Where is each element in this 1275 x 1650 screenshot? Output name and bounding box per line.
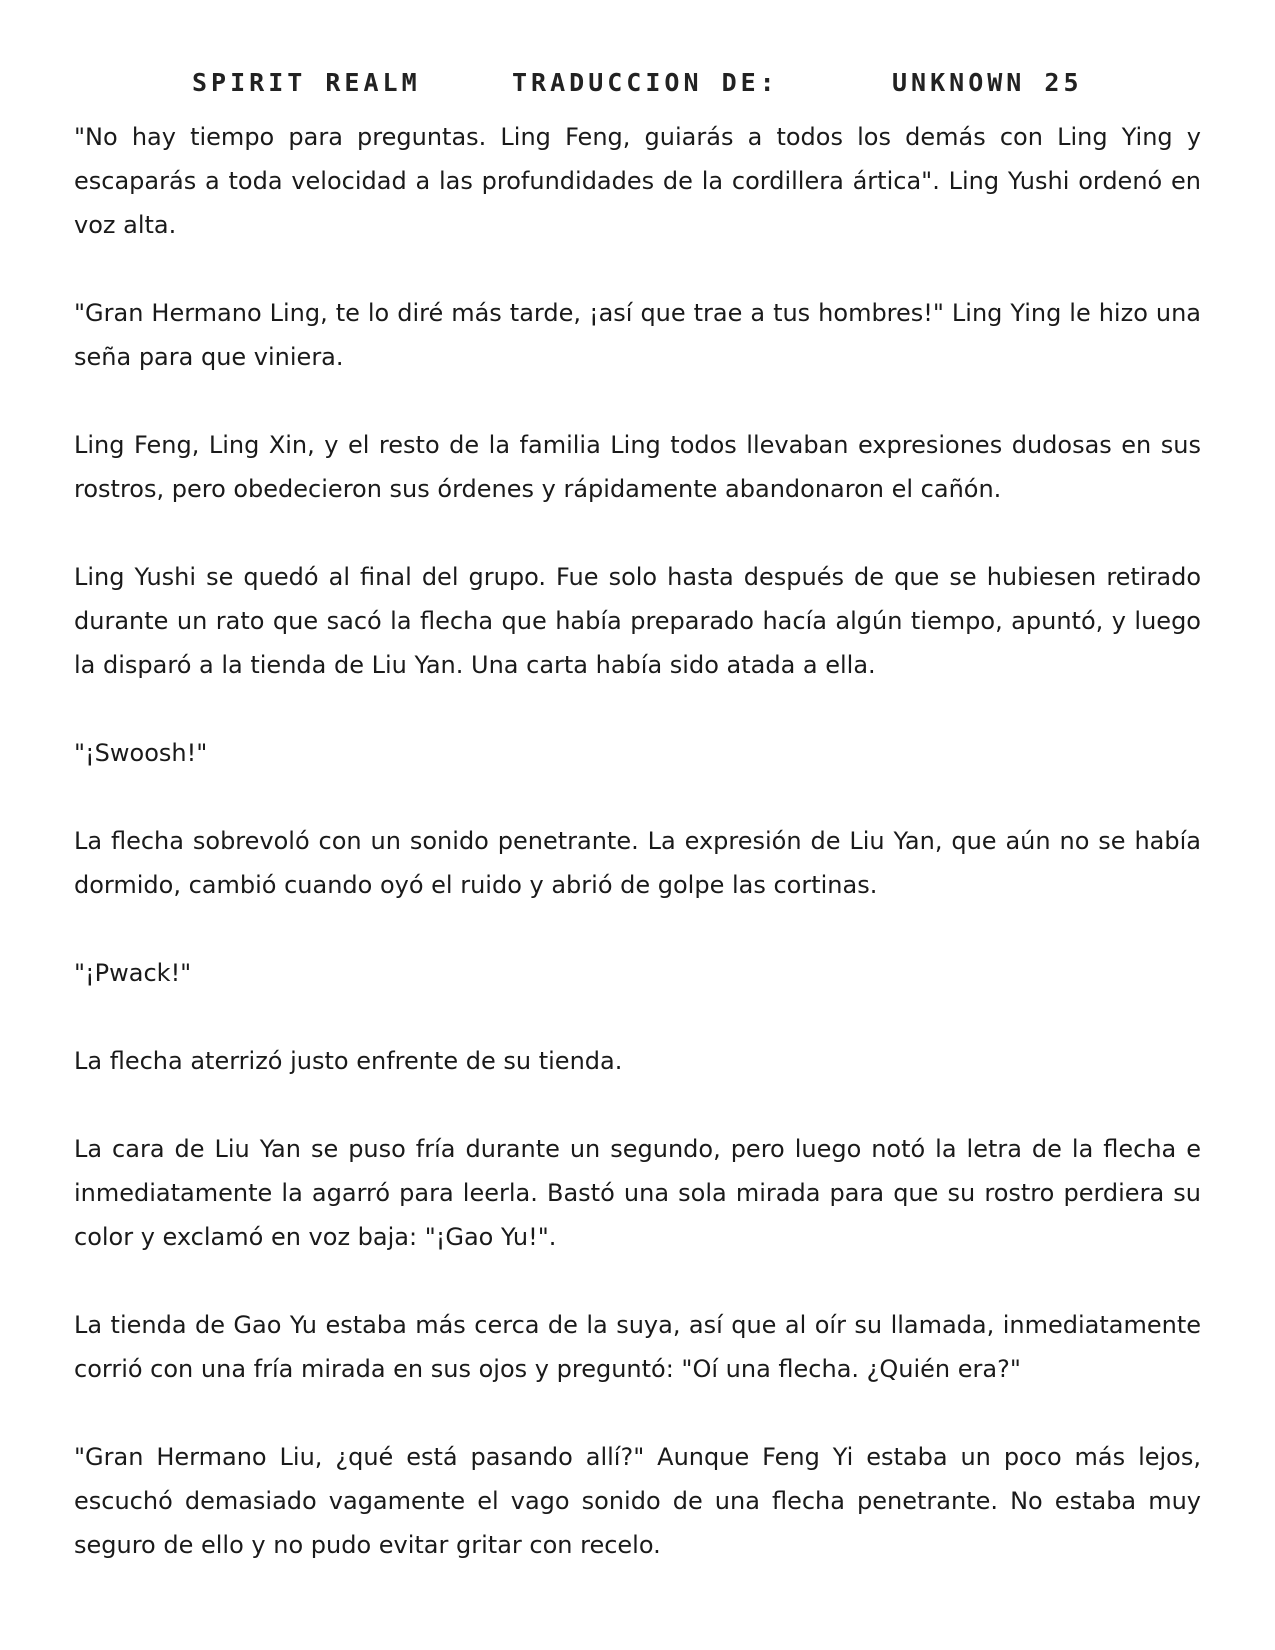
paragraph: Ling Feng, Ling Xin, y el resto de la familia Ling todos llevaban expresiones dudosas en sus rostros, pero obedecieron sus órdenes y rápidamente abandonaron el cañón.	[74, 431, 1201, 503]
paragraph: La cara de Liu Yan se puso fría durante un segundo, pero luego notó la letra de la flecha e inmediatamente la agarró para leerla. Bastó una sola mirada para que su rostro perdiera su color y exclamó en voz baja: "¡Gao Yu!".	[74, 1135, 1201, 1251]
page-header	[0, 68, 1275, 108]
paragraph: Ling Yushi se quedó al final del grupo. Fue solo hasta después de que se hubiesen retirado durante un rato que sacó la flecha que había preparado hacía algún tiempo, apuntó, y luego la disparó a la tienda de Liu Yan. Una carta había sido atada a ella.	[74, 563, 1201, 679]
paragraph: "Gran Hermano Liu, ¿qué está pasando allí?" Aunque Feng Yi estaba un poco más lejos, escuchó demasiado vagamente el vago sonido de una flecha penetrante. No estaba muy seguro de ello y no pudo evitar gritar con recelo.	[74, 1443, 1201, 1559]
paragraph: "¡Swoosh!"	[74, 739, 208, 767]
header-translation-label: TRADUCCION DE:	[512, 68, 779, 97]
header-title: SPIRIT REALM	[192, 68, 421, 97]
paragraph: "No hay tiempo para preguntas. Ling Feng, guiarás a todos los demás con Ling Ying y escaparás a toda velocidad a las profundidades de la cordillera ártica". Ling Yushi ordenó en voz alta.	[74, 123, 1201, 239]
paragraph: La tienda de Gao Yu estaba más cerca de la suya, así que al oír su llamada, inmediatamente corrió con una fría mirada en sus ojos y preguntó: "Oí una flecha. ¿Quién era?"	[74, 1311, 1201, 1383]
paragraph: La flecha sobrevoló con un sonido penetrante. La expresión de Liu Yan, que aún no se había dormido, cambió cuando oyó el ruido y abrió de golpe las cortinas.	[74, 827, 1201, 899]
paragraph: "¡Pwack!"	[74, 959, 192, 987]
header-translator: UNKNOWN 25	[892, 68, 1083, 97]
document-body	[74, 115, 1201, 1567]
paragraph: La flecha aterrizó justo enfrente de su tienda.	[74, 1047, 623, 1075]
paragraph: "Gran Hermano Ling, te lo diré más tarde, ¡así que trae a tus hombres!" Ling Ying le hizo una seña para que viniera.	[74, 299, 1201, 371]
